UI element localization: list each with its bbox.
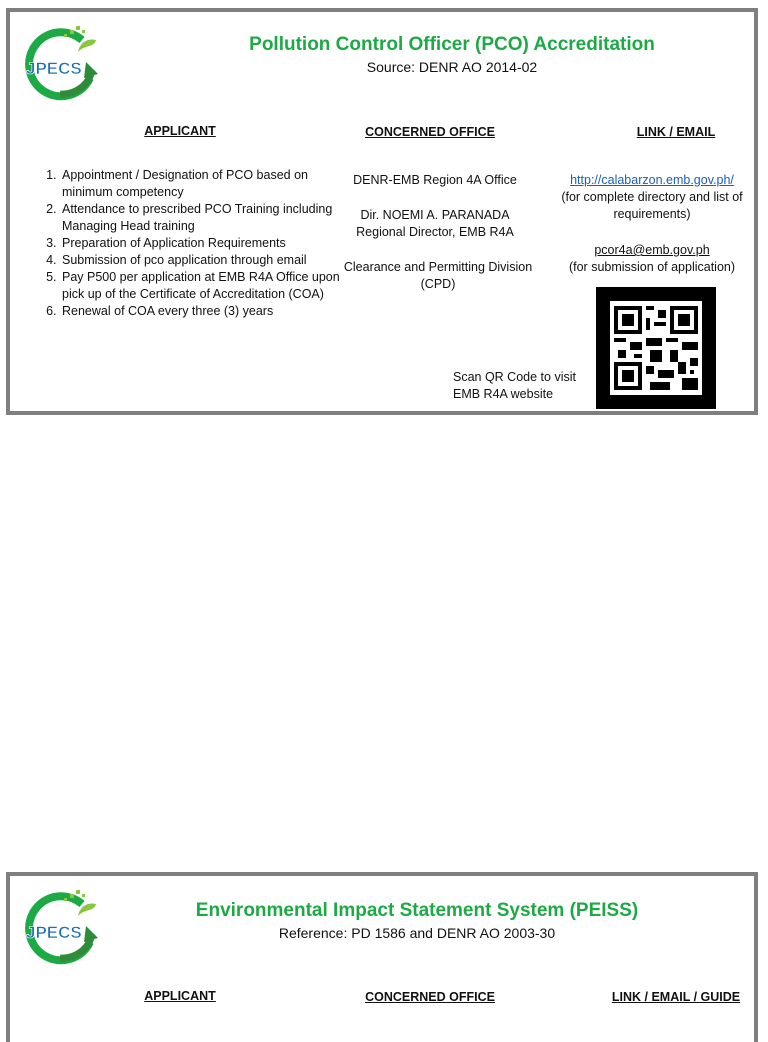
card-title: Pollution Control Officer (PCO) Accreditation xyxy=(249,34,655,55)
column-header-applicant: APPLICANT xyxy=(144,989,216,1003)
column-header-applicant: APPLICANT xyxy=(144,124,216,138)
logo-text: JPECS xyxy=(26,923,82,942)
peiss-card xyxy=(6,872,758,1042)
pco-accreditation-card xyxy=(6,8,758,415)
card-title: Environmental Impact Statement System (PEISS) xyxy=(195,900,639,921)
qr-code xyxy=(596,287,716,409)
card-subtitle: Reference: PD 1586 and DENR AO 2003-30 xyxy=(278,925,556,941)
jpecs-logo xyxy=(20,22,102,104)
applicant-steps-list xyxy=(34,167,345,320)
qr-note: Scan QR Code to visit EMB R4A website xyxy=(453,370,576,401)
list-item: 5. Pay P500 per application at EMB R4A Office upon pick up of the Certificate of Accreditation (COA) xyxy=(60,269,345,303)
column-header-office: CONCERNED OFFICE xyxy=(365,990,495,1004)
list-item: 6. Renewal of COA every three (3) years xyxy=(60,303,345,320)
director-title: Regional Director, EMB R4A xyxy=(356,225,514,239)
email-link[interactable]: pcor4a@emb.gov.ph xyxy=(594,243,710,257)
email-note: (for submission of application) xyxy=(568,260,736,274)
website-link-wrap xyxy=(553,172,751,189)
column-header-link: LINK / EMAIL xyxy=(636,125,716,139)
column-header-office: CONCERNED OFFICE xyxy=(365,125,495,139)
website-link[interactable]: http://calabarzon.emb.gov.ph/ xyxy=(570,173,734,187)
card-subtitle: Source: DENR AO 2014-02 xyxy=(366,59,538,75)
division-name: Clearance and Permitting Division (CPD) xyxy=(343,260,533,291)
list-item: 2. Attendance to prescribed PCO Training including Managing Head training xyxy=(60,201,345,235)
logo-text: JPECS xyxy=(26,59,82,78)
list-item: 3. Preparation of Application Requirements xyxy=(60,235,345,252)
column-header-link: LINK / EMAIL / GUIDE xyxy=(611,990,741,1004)
website-link-note: (for complete directory and list of requirements) xyxy=(561,190,743,221)
director-name: Dir. NOEMI A. PARANADA xyxy=(360,208,510,222)
list-item: 4. Submission of pco application through email xyxy=(60,252,345,269)
office-name: DENR-EMB Region 4A Office xyxy=(353,173,517,187)
list-item: 1. Appointment / Designation of PCO based on minimum competency xyxy=(60,167,345,201)
email-wrap xyxy=(553,242,751,259)
qr-code-icon xyxy=(610,301,702,395)
